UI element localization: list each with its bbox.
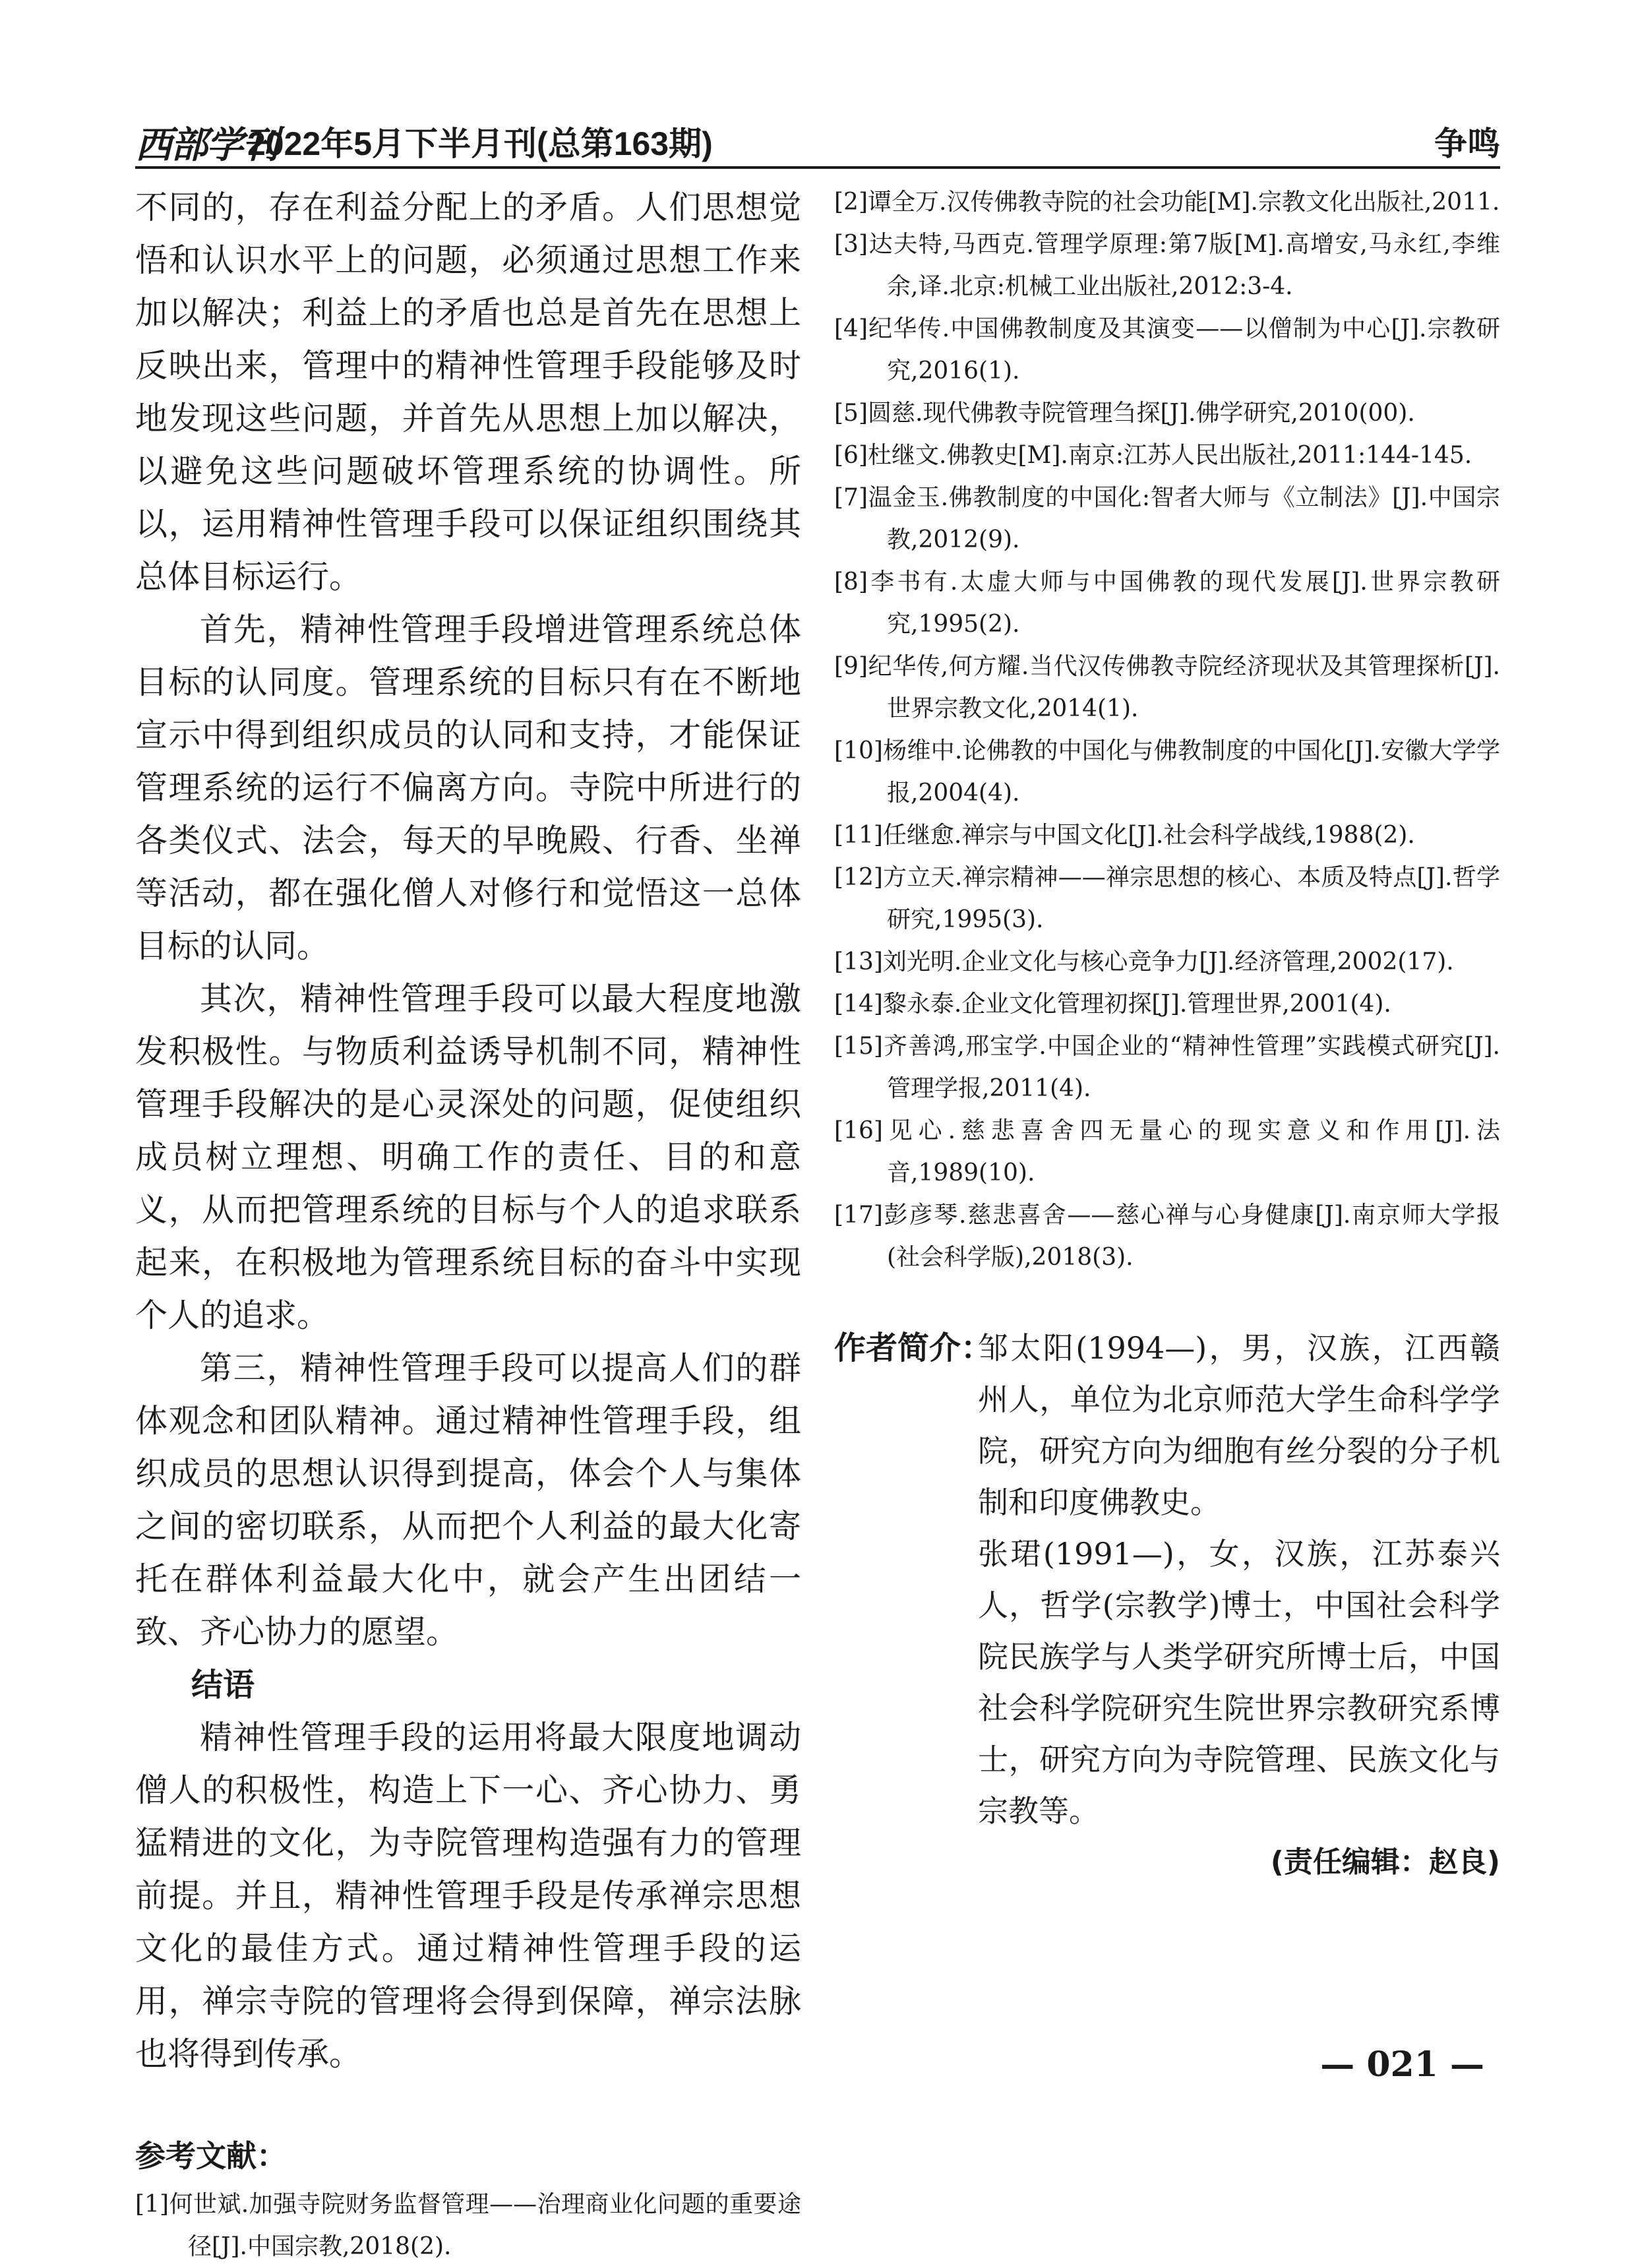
author-bio-label: 作者简介： [834, 1330, 993, 1366]
author-bio-entry: 张珺(1991—)，女，汉族，江苏泰兴人，哲学(宗教学)博士，中国社会科学院民族学与人类学研究所博士后，中国社会科学院研究生院世界宗教研究系博士，研究方向为寺院管理、民族文化与宗教等。 [978, 1536, 1500, 1829]
author-bio-body [978, 1322, 1500, 1837]
reference-item: [12]方立天.禅宗精神——禅宗思想的核心、本质及特点[J].哲学研究,1995(3). [834, 864, 1500, 933]
reference-item: [15]齐善鸿,邢宝学.中国企业的“精神性管理”实践模式研究[J].管理学报,2011(4). [834, 1033, 1500, 1102]
left-column [135, 181, 801, 2268]
reference-item: [9]纪华传,何方耀.当代汉传佛教寺院经济现状及其管理探析[J].世界宗教文化,2014(1). [834, 653, 1500, 722]
reference-list [834, 181, 1500, 1279]
section-label: 争鸣 [1434, 125, 1500, 162]
conclusion-heading: 结语 [191, 1667, 255, 1703]
reference-item: [14]黎永泰.企业文化管理初探[J].管理世界,2001(4). [834, 991, 1391, 1018]
body-paragraph: 其次，精神性管理手段可以最大程度地激发积极性。与物质利益诱导机制不同，精神性管理手段解决的是心灵深处的问题，促使组织成员树立理想、明确工作的责任、目的和意义，从而把管理系统的目标与个人的追求联系起来，在积极地为管理系统目标的奋斗中实现个人的追求。 [135, 980, 801, 1334]
body-paragraph: 第三，精神性管理手段可以提高人们的群体观念和团队精神。通过精神性管理手段，组织成员的思想认识得到提高，体会个人与集体之间的密切联系，从而把个人利益的最大化寄托在群体利益最大化中，就会产生出团结一致、齐心协力的愿望。 [135, 1349, 801, 1651]
references-title: 参考文献： [135, 2138, 287, 2174]
page-number: — 021 — [1320, 2044, 1484, 2085]
reference-item: [16]见心.慈悲喜舍四无量心的现实意义和作用[J].法音,1989(10). [834, 1117, 1500, 1186]
reference-item: [4]纪华传.中国佛教制度及其演变——以僧制为中心[J].宗教研究,2016(1). [834, 315, 1500, 384]
reference-item: [8]李书有.太虚大师与中国佛教的现代发展[J].世界宗教研究,1995(2). [834, 568, 1500, 638]
reference-item: [7]温金玉.佛教制度的中国化:智者大师与《立制法》[J].中国宗教,2012(9). [834, 484, 1500, 553]
reference-item: [1]何世斌.加强寺院财务监督管理——治理商业化问题的重要途径[J].中国宗教,2018(2). [135, 2191, 801, 2260]
page-header [135, 113, 1500, 166]
reference-item: [17]彭彦琴.慈悲喜舍——慈心禅与心身健康[J].南京师大学报(社会科学版),2018(3). [834, 1202, 1500, 1271]
journal-logo: 西部学刊 [135, 123, 278, 167]
author-bio [834, 1322, 1500, 1888]
reference-item: [13]刘光明.企业文化与核心竞争力[J].经济管理,2002(17). [834, 948, 1454, 975]
reference-item: [2]谭全万.汉传佛教寺院的社会功能[M].宗教文化出版社,2011. [834, 189, 1500, 216]
header-rule [135, 166, 1500, 169]
body-paragraph: 精神性管理手段的运用将最大限度地调动僧人的积极性，构造上下一心、齐心协力、勇猛精进的文化，为寺院管理构造强有力的管理前提。并且，精神性管理手段是传承禅宗思想文化的最佳方式。通过精神性管理手段的运用，禅宗寺院的管理将会得到保障，禅宗法脉也将得到传承。 [135, 1719, 801, 2073]
issue-info: 2022年5月下半月刊(总第163期) [247, 125, 713, 162]
responsible-editor: (责任编辑：赵良) [1270, 1845, 1500, 1879]
author-bio-entry: 邹太阳(1994—)，男，汉族，江西赣州人，单位为北京师范大学生命科学学院，研究方向为细胞有丝分裂的分子机制和印度佛教史。 [978, 1330, 1500, 1520]
right-column [834, 181, 1500, 1888]
reference-item: [11]任继愈.禅宗与中国文化[J].社会科学战线,1988(2). [834, 822, 1415, 849]
reference-item: [3]达夫特,马西克.管理学原理:第7版[M].高增安,马永红,李维余,译.北京:机械工业出版社,2012:3-4. [834, 231, 1500, 300]
body-paragraph: 首先，精神性管理手段增进管理系统总体目标的认同度。管理系统的目标只有在不断地宣示中得到组织成员的认同和支持，才能保证管理系统的运行不偏离方向。寺院中所进行的各类仪式、法会，每天的早晚殿、行香、坐禅等活动，都在强化僧人对修行和觉悟这一总体目标的认同。 [135, 611, 801, 965]
reference-item: [6]杜继文.佛教史[M].南京:江苏人民出版社,2011:144-145. [834, 442, 1472, 469]
reference-item: [10]杨维中.论佛教的中国化与佛教制度的中国化[J].安徽大学学报,2004(4). [834, 737, 1500, 807]
reference-item: [5]圆慈.现代佛教寺院管理刍探[J].佛学研究,2010(00). [834, 400, 1415, 427]
body-paragraph: 不同的，存在利益分配上的矛盾。人们思想觉悟和认识水平上的问题，必须通过思想工作来加以解决；利益上的矛盾也总是首先在思想上反映出来，管理中的精神性管理手段能够及时地发现这些问题，并首先从思想上加以解决，以避免这些问题破坏管理系统的协调性。所以，运用精神性管理手段可以保证组织围绕其总体目标运行。 [135, 189, 801, 596]
